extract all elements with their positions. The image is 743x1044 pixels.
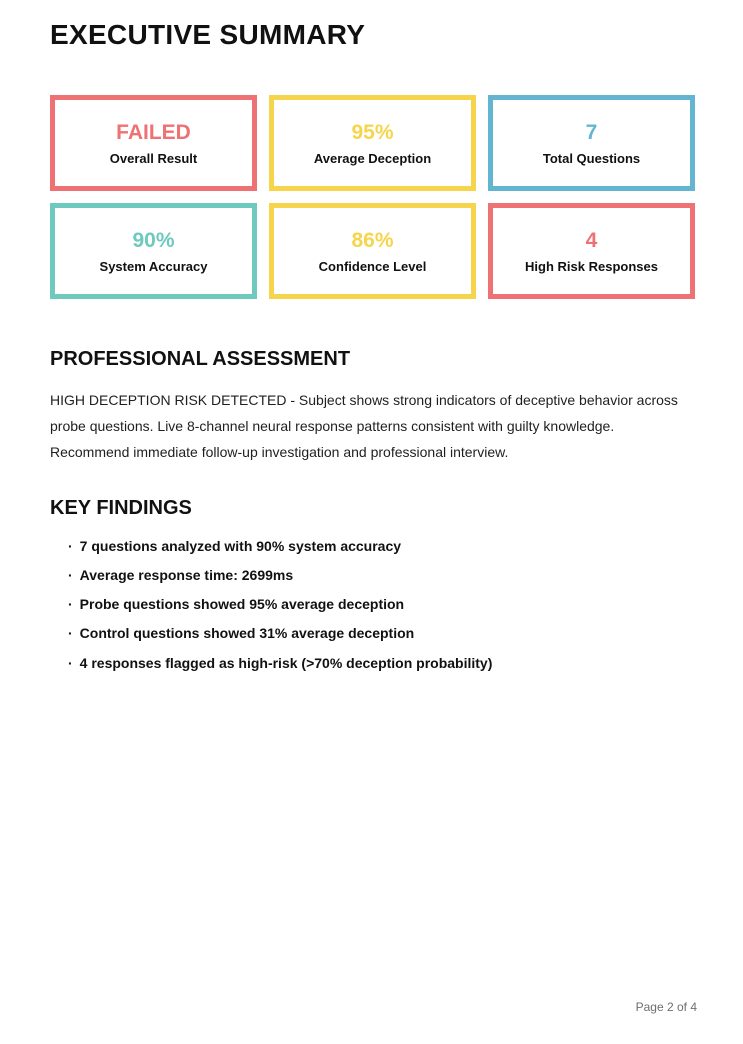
key-findings-heading: KEY FINDINGS (50, 497, 192, 520)
stat-value: 7 (585, 120, 598, 144)
stat-card-average-deception (269, 95, 476, 191)
stat-card-confidence-level (269, 203, 476, 299)
stat-value: 86% (351, 228, 394, 252)
bullet-glyph: · (68, 596, 73, 613)
key-findings-list (50, 538, 695, 670)
stat-card-system-accuracy (50, 203, 257, 299)
key-finding-text: Probe questions showed 95% average deception (79, 596, 405, 613)
key-finding-item (68, 567, 695, 583)
bullet-glyph: · (68, 567, 73, 584)
key-finding-item (68, 625, 695, 641)
bullet-glyph: · (68, 625, 73, 642)
stat-card-high-risk-responses (488, 203, 695, 299)
stat-label: Average Deception (313, 150, 432, 166)
stat-label: Overall Result (109, 150, 198, 166)
stat-card-total-questions (488, 95, 695, 191)
key-finding-item (68, 538, 695, 554)
key-finding-text: Average response time: 2699ms (79, 567, 294, 584)
key-findings-section (50, 497, 695, 670)
stat-label: System Accuracy (99, 258, 208, 274)
professional-assessment-body: HIGH DECEPTION RISK DETECTED - Subject shows strong indicators of deceptive behavior across probe questions. Live 8-channel neural response patterns consistent with guilty knowledge. Recommend immediate follow-up investigation and professional interview. (50, 392, 678, 461)
bullet-glyph: · (68, 654, 73, 671)
stat-value: FAILED (116, 120, 191, 144)
stat-value: 90% (132, 228, 175, 252)
stat-label: Total Questions (542, 150, 641, 166)
key-finding-text: 7 questions analyzed with 90% system accuracy (79, 538, 402, 555)
professional-assessment-section (50, 348, 695, 465)
stat-label: High Risk Responses (525, 258, 658, 274)
key-finding-text: Control questions showed 31% average deception (79, 625, 415, 642)
page-title: EXECUTIVE SUMMARY (50, 19, 366, 50)
key-finding-item (68, 655, 695, 671)
bullet-glyph: · (68, 538, 73, 555)
stat-card-overall-result (50, 95, 257, 191)
professional-assessment-heading: PROFESSIONAL ASSESSMENT (50, 348, 351, 371)
key-finding-text: 4 responses flagged as high-risk (>70% deception probability) (79, 654, 493, 671)
summary-stats-grid (50, 95, 695, 299)
stat-value: 95% (351, 120, 394, 144)
key-finding-item (68, 596, 695, 612)
page-number: Page 2 of 4 (635, 1000, 697, 1014)
stat-value: 4 (585, 228, 598, 252)
stat-label: Confidence Level (318, 258, 427, 274)
